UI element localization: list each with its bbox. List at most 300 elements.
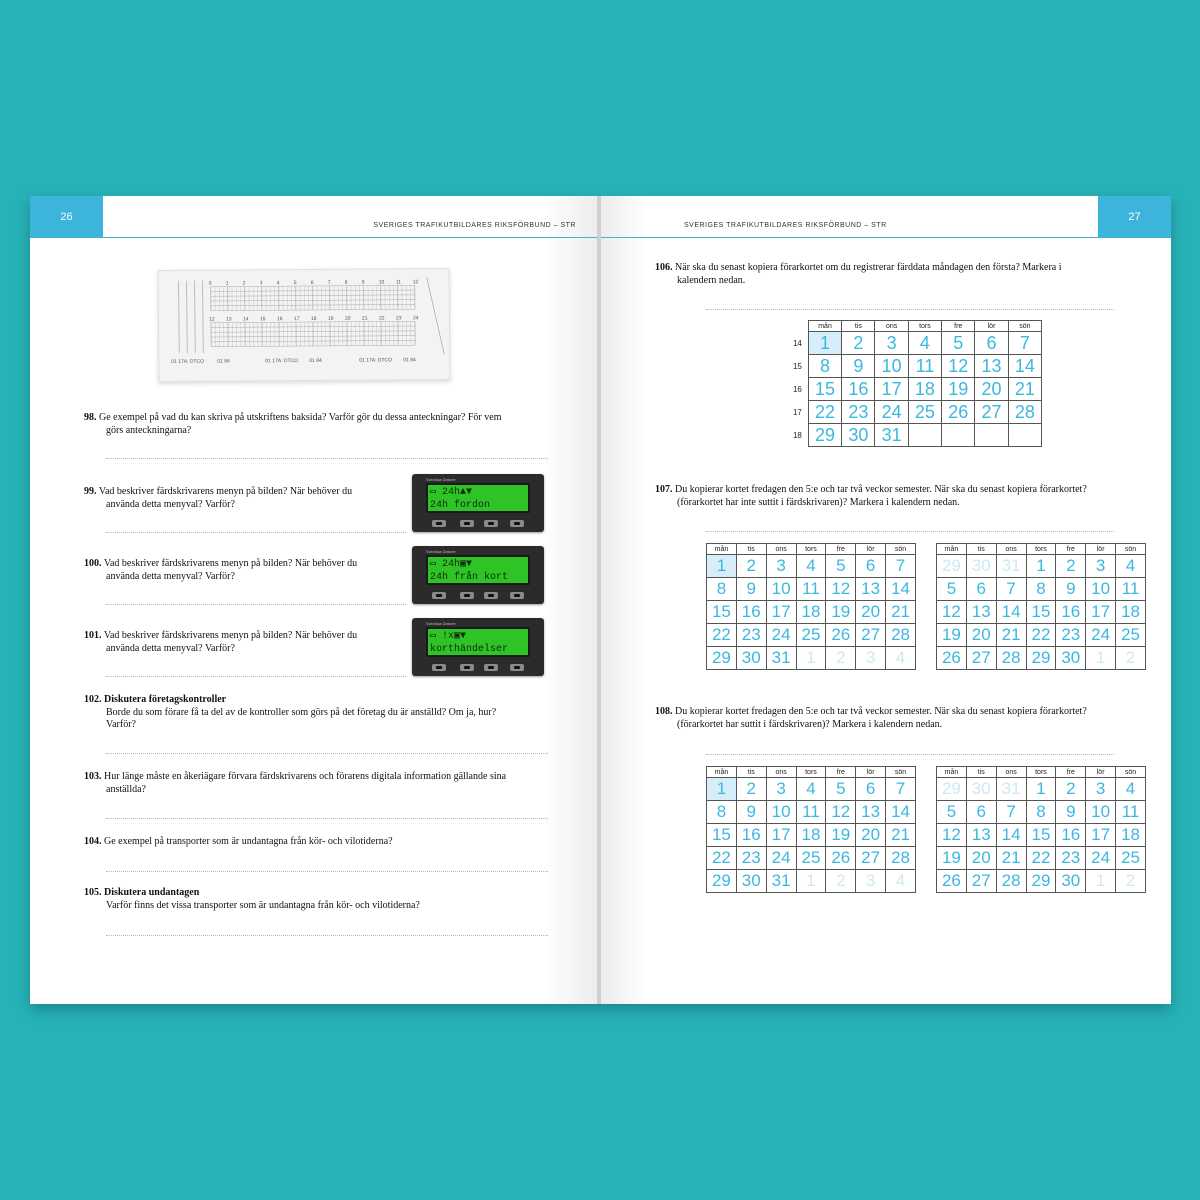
calendar-day-cell[interactable]: 24 [1086,624,1116,647]
calendar-day-cell[interactable] [1008,424,1041,447]
printout-hour-label: 14 [242,316,249,323]
calendar-day-cell[interactable]: 25 [796,624,826,647]
calendar-day-cell[interactable]: 12 [942,355,975,378]
calendar-day-cell[interactable]: 18 [1116,601,1146,624]
weekday-header: tis [966,767,996,778]
calendar-day-cell[interactable]: 3 [766,778,796,801]
calendar-day-cell[interactable]: 31 [766,647,796,670]
printout-hour-label: 4 [276,280,280,287]
calendar-day-cell[interactable]: 6 [856,555,886,578]
weekday-header: tis [842,321,875,332]
device-button [460,664,474,671]
calendar-day-cell[interactable]: 16 [736,824,766,847]
calendar-day-cell[interactable]: 10 [1086,801,1116,824]
calendar-day-cell[interactable]: 15 [707,824,737,847]
calendar-day-cell[interactable]: 12 [826,801,856,824]
device-button [460,520,474,527]
calendar-108-month-2 [936,766,1146,893]
calendar-day-cell[interactable]: 28 [996,870,1026,893]
calendar-day-cell[interactable]: 21 [1008,378,1041,401]
question-text: använda detta menyval? Varför? [106,570,235,582]
calendar-day-cell[interactable]: 22 [808,401,841,424]
calendar-day-cell[interactable]: 11 [796,801,826,824]
calendar-day-cell[interactable]: 30 [1056,647,1086,670]
calendar-day-cell[interactable]: 19 [826,601,856,624]
running-header: SVERIGES TRAFIKUTBILDARES RIKSFÖRBUND – STR [684,222,887,229]
calendar-day-cell[interactable]: 31 [766,870,796,893]
calendar-day-cell[interactable]: 7 [1008,332,1041,355]
question-title: Diskutera företagskontroller [104,694,227,705]
question-text: kalendern nedan. [677,274,746,286]
calendar-day-cell[interactable]: 12 [826,578,856,601]
calendar-day-cell[interactable]: 6 [975,332,1008,355]
weekday-header: mån [707,767,737,778]
calendar-day-cell[interactable]: 2 [842,332,875,355]
calendar-day-cell[interactable]: 1 [1086,647,1116,670]
calendar-day-cell[interactable]: 13 [856,578,886,601]
printout-hour-label: 19 [327,315,334,322]
device-button [484,664,498,671]
weekday-header: ons [766,767,796,778]
calendar-day-cell[interactable]: 2 [736,778,766,801]
weekday-header: fre [826,544,856,555]
calendar-day-cell[interactable]: 29 [1026,647,1056,670]
weekday-header: ons [996,767,1026,778]
calendar-day-cell[interactable]: 17 [1086,601,1116,624]
calendar-day-cell[interactable]: 25 [1116,847,1146,870]
weekday-header: tors [1026,544,1056,555]
calendar-day-cell[interactable]: 27 [856,847,886,870]
calendar-day-cell[interactable]: 2 [1056,555,1086,578]
calendar-day-cell[interactable]: 5 [937,801,967,824]
question-number: 103. [84,771,102,782]
calendar-day-cell[interactable]: 27 [966,647,996,670]
question-103 [84,771,564,796]
calendar-day-cell[interactable]: 13 [856,801,886,824]
tachograph-printout-image [158,268,451,382]
weekday-header: tors [908,321,941,332]
calendar-day-cell[interactable]: 22 [1026,847,1056,870]
book-spread [30,196,1171,1004]
answer-line[interactable] [106,753,548,754]
calendar-day-cell[interactable]: 16 [1056,824,1086,847]
printout-footer-label: 01 84 [217,358,230,365]
calendar-day-cell[interactable]: 19 [937,624,967,647]
calendar-day-cell[interactable]: 30 [966,555,996,578]
calendar-day-cell[interactable]: 20 [856,824,886,847]
calendar-day-cell[interactable]: 28 [1008,401,1041,424]
answer-line[interactable] [106,676,406,677]
calendar-day-cell[interactable]: 26 [942,401,975,424]
left-page [30,196,600,1004]
calendar-day-cell[interactable]: 29 [707,870,737,893]
question-105 [84,887,564,912]
calendar-day-cell[interactable]: 17 [766,601,796,624]
lcd-screen [426,627,530,657]
answer-line[interactable] [106,458,548,459]
weekday-header: mån [808,321,841,332]
question-text: Du kopierar kortet fredagen den 5:e och tar två veckor semester. När ska du senast kopiera förarkortet? [675,484,1087,495]
question-text: Ge exempel på vad du kan skriva på utskriftens baksida? Varför gör du dessa anteckningar? För vem [99,412,502,423]
calendar-day-cell[interactable]: 5 [826,778,856,801]
calendar-day-cell[interactable]: 24 [766,847,796,870]
blank-header [784,321,808,332]
printout-hour-label: 11 [395,279,401,286]
calendar-day-cell[interactable]: 3 [766,555,796,578]
weekday-header: lör [975,321,1008,332]
printout-hour-label: 23 [395,315,402,322]
device-button [432,592,446,599]
calendar-day-cell[interactable]: 15 [1026,824,1056,847]
calendar-day-cell[interactable]: 30 [1056,870,1086,893]
calendar-day-cell[interactable]: 21 [996,624,1026,647]
lcd-line-2: 24h fordon [430,500,491,511]
calendar-day-cell[interactable]: 9 [736,578,766,601]
calendar-day-cell[interactable]: 19 [942,378,975,401]
question-106 [655,262,1125,287]
calendar-day-cell[interactable]: 2 [1056,778,1086,801]
question-100 [84,558,394,583]
calendar-day-cell[interactable]: 26 [826,624,856,647]
question-99 [84,486,394,511]
header-rule [103,237,600,238]
printout-graphic [159,269,450,381]
printout-footer-label: 01 17A: DTCO [171,358,205,365]
weekday-header: mån [937,544,967,555]
week-number: 14 [792,338,802,348]
printout-hour-label: 15 [259,316,266,323]
question-text: Varför finns det vissa transporter som är undantagna från kör- och vilotiderna? [106,899,420,911]
calendar-day-cell[interactable]: 19 [937,847,967,870]
lcd-line-2: korthändelser [430,644,509,655]
calendar-day-cell[interactable]: 15 [707,601,737,624]
calendar-107-month-2 [936,543,1146,670]
calendar-day-cell[interactable]: 16 [736,601,766,624]
calendar-day-cell[interactable]: 30 [736,870,766,893]
calendar-day-cell[interactable]: 1 [796,870,826,893]
question-text: När ska du senast kopiera förarkortet om du registrerar färddata måndagen den första? Markera i [675,262,1062,273]
calendar-106 [784,320,1042,447]
printout-hour-label: 17 [293,316,300,323]
calendar-day-cell[interactable]: 24 [766,624,796,647]
calendar-day-cell[interactable]: 14 [1008,355,1041,378]
calendar-day-cell[interactable]: 15 [1026,601,1056,624]
weekday-header: fre [942,321,975,332]
calendar-day-cell[interactable]: 2 [826,870,856,893]
calendar-day-cell[interactable]: 3 [856,647,886,670]
calendar-day-cell[interactable]: 18 [796,824,826,847]
calendar-day-cell[interactable]: 31 [996,778,1026,801]
printout-hour-label: 2 [242,280,246,287]
question-108 [655,706,1135,731]
calendar-day-cell[interactable]: 30 [842,424,875,447]
calendar-day-cell[interactable]: 25 [1116,624,1146,647]
printout-hour-label: 24 [412,315,419,322]
calendar-day-cell[interactable]: 4 [1116,555,1146,578]
calendar-day-cell[interactable]: 13 [966,824,996,847]
device-button [432,664,446,671]
calendar-day-cell[interactable]: 1 [796,647,826,670]
calendar-day-cell[interactable]: 23 [736,847,766,870]
calendar-day-cell[interactable]: 3 [1086,555,1116,578]
calendar-day-cell[interactable]: 1 [1026,778,1056,801]
calendar-day-cell[interactable]: 29 [937,778,967,801]
question-text: Du kopierar kortet fredagen den 5:e och tar två veckor semester. När ska du senast kopiera förarkortet? [675,706,1087,717]
weekday-header: sön [1116,767,1146,778]
calendar-day-cell[interactable]: 23 [1056,624,1086,647]
calendar-day-cell[interactable]: 9 [1056,578,1086,601]
calendar-day-cell[interactable]: 8 [707,801,737,824]
calendar-day-cell[interactable]: 11 [1116,801,1146,824]
tachograph-display-image [412,618,544,676]
calendar-day-cell[interactable]: 9 [842,355,875,378]
calendar-day-cell[interactable]: 12 [937,824,967,847]
calendar-day-cell[interactable]: 30 [736,647,766,670]
calendar-day-cell[interactable]: 13 [966,601,996,624]
lcd-screen [426,483,530,513]
calendar-day-cell[interactable]: 14 [996,824,1026,847]
device-button [510,664,524,671]
weekday-header: tors [1026,767,1056,778]
calendar-day-cell[interactable]: 25 [908,401,941,424]
calendar-day-cell[interactable]: 23 [1056,847,1086,870]
question-98 [84,412,554,437]
printout-hour-label: 6 [310,279,314,286]
calendar-day-cell[interactable]: 16 [842,378,875,401]
calendar-day-cell[interactable]: 28 [996,647,1026,670]
calendar-day-cell[interactable]: 29 [707,647,737,670]
calendar-day-cell[interactable]: 28 [886,624,916,647]
calendar-day-cell[interactable]: 23 [842,401,875,424]
weekday-header: sön [886,767,916,778]
calendar-day-cell[interactable]: 9 [736,801,766,824]
weekday-header: ons [875,321,908,332]
calendar-day-cell[interactable]: 24 [1086,847,1116,870]
calendar-day-cell[interactable]: 29 [937,555,967,578]
answer-line[interactable] [106,935,548,936]
calendar-day-cell[interactable]: 22 [707,624,737,647]
calendar-day-cell[interactable] [908,424,941,447]
printout-footer-label: 01 17A: DTCO [359,357,393,364]
calendar-day-cell[interactable]: 10 [766,578,796,601]
device-button [484,592,498,599]
calendar-day-cell[interactable]: 29 [1026,870,1056,893]
calendar-day-cell[interactable]: 26 [937,647,967,670]
calendar-day-cell[interactable]: 18 [908,378,941,401]
calendar-day-cell[interactable]: 12 [937,601,967,624]
calendar-day-cell[interactable]: 5 [826,555,856,578]
calendar-day-cell[interactable]: 3 [1086,778,1116,801]
calendar-day-cell[interactable]: 2 [736,555,766,578]
calendar-day-cell[interactable]: 18 [796,601,826,624]
calendar-day-cell[interactable]: 11 [796,578,826,601]
calendar-day-cell[interactable]: 23 [736,624,766,647]
calendar-day-cell[interactable]: 4 [796,778,826,801]
weekday-header: tis [736,767,766,778]
calendar-day-cell[interactable]: 14 [996,601,1026,624]
week-number: 16 [792,384,802,394]
calendar-day-cell[interactable]: 17 [875,378,908,401]
answer-line[interactable] [106,604,406,605]
calendar-day-cell[interactable]: 4 [886,647,916,670]
calendar-day-cell[interactable]: 17 [1086,824,1116,847]
calendar-day-cell[interactable]: 20 [856,601,886,624]
device-brand: Svenska Datorer [426,549,456,554]
printout-hour-label: 22 [378,315,385,322]
calendar-day-cell[interactable]: 8 [808,355,841,378]
calendar-day-cell[interactable]: 22 [1026,624,1056,647]
weekday-header: lör [1086,544,1116,555]
calendar-day-cell[interactable]: 21 [886,601,916,624]
calendar-day-cell[interactable]: 4 [886,870,916,893]
device-button [510,592,524,599]
answer-line[interactable] [706,531,1114,532]
calendar-day-cell[interactable]: 31 [996,555,1026,578]
calendar-day-cell[interactable]: 29 [808,424,841,447]
calendar-day-cell[interactable]: 31 [875,424,908,447]
calendar-day-cell[interactable]: 7 [886,778,916,801]
calendar-day-cell[interactable]: 14 [886,801,916,824]
calendar-day-cell[interactable]: 22 [707,847,737,870]
answer-line[interactable] [106,532,406,533]
printout-hour-label: 18 [310,315,317,322]
calendar-day-cell[interactable]: 1 [1026,555,1056,578]
calendar-day-cell[interactable]: 5 [937,578,967,601]
calendar-day-cell[interactable]: 26 [826,847,856,870]
tachograph-display-image [412,546,544,604]
question-text: Hur länge måste en åkeriägare förvara färdskrivarens och förarens digitala information gällande sina [104,771,507,782]
calendar-day-cell[interactable]: 4 [796,555,826,578]
calendar-day-cell[interactable]: 10 [1086,578,1116,601]
weekday-header: tors [796,544,826,555]
printout-hour-label: 10 [378,279,385,286]
calendar-day-cell[interactable]: 1 [808,332,841,355]
calendar-day-cell[interactable]: 2 [1116,647,1146,670]
calendar-day-cell[interactable]: 10 [766,801,796,824]
calendar-day-cell[interactable]: 20 [966,624,996,647]
printout-hour-label: 21 [361,315,368,322]
weekday-header: lör [1086,767,1116,778]
calendar-day-cell[interactable]: 18 [1116,824,1146,847]
device-button [432,520,446,527]
printout-hour-label: 0 [208,280,212,287]
calendar-day-cell[interactable]: 14 [886,578,916,601]
calendar-day-cell[interactable]: 27 [856,624,886,647]
calendar-day-cell[interactable]: 21 [996,847,1026,870]
calendar-day-cell[interactable]: 5 [942,332,975,355]
calendar-day-cell[interactable]: 4 [908,332,941,355]
device-button [510,520,524,527]
answer-line[interactable] [106,818,548,819]
weekday-header: tis [966,544,996,555]
calendar-day-cell[interactable]: 6 [856,778,886,801]
device-brand: Svenska Datorer [426,477,456,482]
question-104 [84,836,564,849]
calendar-day-cell[interactable]: 8 [1026,578,1056,601]
calendar-day-cell[interactable]: 11 [1116,578,1146,601]
weekday-header: mån [937,767,967,778]
calendar-day-cell[interactable]: 13 [975,355,1008,378]
calendar-day-cell[interactable]: 6 [966,801,996,824]
calendar-day-cell[interactable]: 30 [966,778,996,801]
answer-line[interactable] [706,754,1114,755]
lcd-line-2: 24h från kort [430,572,509,583]
question-text: Borde du som förare få ta del av de kontroller som görs på det företag du är anställd? Om ja, hur? [106,706,497,718]
question-102 [84,694,564,732]
calendar-day-cell[interactable]: 4 [1116,778,1146,801]
calendar-day-cell[interactable]: 27 [966,870,996,893]
calendar-day-cell[interactable]: 27 [975,401,1008,424]
calendar-day-cell[interactable] [942,424,975,447]
calendar-day-cell[interactable]: 2 [826,647,856,670]
printout-footer-label: 01 84 [309,357,322,364]
calendar-day-cell[interactable]: 25 [796,847,826,870]
weekday-header: ons [766,544,796,555]
calendar-day-cell[interactable]: 1 [707,555,737,578]
calendar-day-cell[interactable]: 28 [886,847,916,870]
question-number: 104. [84,836,102,847]
answer-line[interactable] [106,871,548,872]
calendar-day-cell[interactable]: 7 [886,555,916,578]
right-page [601,196,1171,1004]
calendar-day-cell[interactable]: 7 [996,801,1026,824]
calendar-day-cell[interactable] [975,424,1008,447]
calendar-day-cell[interactable]: 26 [937,870,967,893]
calendar-day-cell[interactable]: 7 [996,578,1026,601]
calendar-day-cell[interactable]: 1 [1086,870,1116,893]
calendar-day-cell[interactable]: 8 [707,578,737,601]
weekday-header: sön [1008,321,1041,332]
answer-line[interactable] [706,309,1114,310]
calendar-day-cell[interactable]: 19 [826,824,856,847]
calendar-day-cell[interactable]: 1 [707,778,737,801]
calendar-day-cell[interactable]: 2 [1116,870,1146,893]
lcd-line-1: ▭ 24h▲▼ [430,487,473,498]
calendar-day-cell[interactable]: 24 [875,401,908,424]
calendar-day-cell[interactable]: 17 [766,824,796,847]
calendar-day-cell[interactable]: 9 [1056,801,1086,824]
calendar-108-month-1 [706,766,916,893]
calendar-day-cell[interactable]: 10 [875,355,908,378]
weekday-header: lör [856,544,886,555]
week-number: 17 [792,407,802,417]
question-text: använda detta menyval? Varför? [106,642,235,654]
printout-hour-label: 3 [259,280,263,287]
calendar-day-cell[interactable]: 15 [808,378,841,401]
page-number-right: 27 [1098,196,1171,238]
calendar-day-cell[interactable]: 3 [856,870,886,893]
question-text: Ge exempel på transporter som är undantagna från kör- och vilotiderna? [104,836,393,847]
calendar-day-cell[interactable]: 11 [908,355,941,378]
calendar-day-cell[interactable]: 3 [875,332,908,355]
calendar-day-cell[interactable]: 20 [975,378,1008,401]
question-number: 101. [84,630,102,641]
question-number: 100. [84,558,102,569]
calendar-day-cell[interactable]: 21 [886,824,916,847]
calendar-day-cell[interactable]: 8 [1026,801,1056,824]
page-number-left: 26 [30,196,103,238]
calendar-day-cell[interactable]: 6 [966,578,996,601]
question-number: 98. [84,412,97,423]
calendar-day-cell[interactable]: 16 [1056,601,1086,624]
calendar-day-cell[interactable]: 20 [966,847,996,870]
printout-hour-label: 1 [225,280,229,287]
printout-hour-label: 12 [412,279,419,286]
header-rule [601,237,1098,238]
question-text: anställda? [106,783,146,795]
week-number: 18 [792,430,802,440]
weekday-header: fre [1056,767,1086,778]
